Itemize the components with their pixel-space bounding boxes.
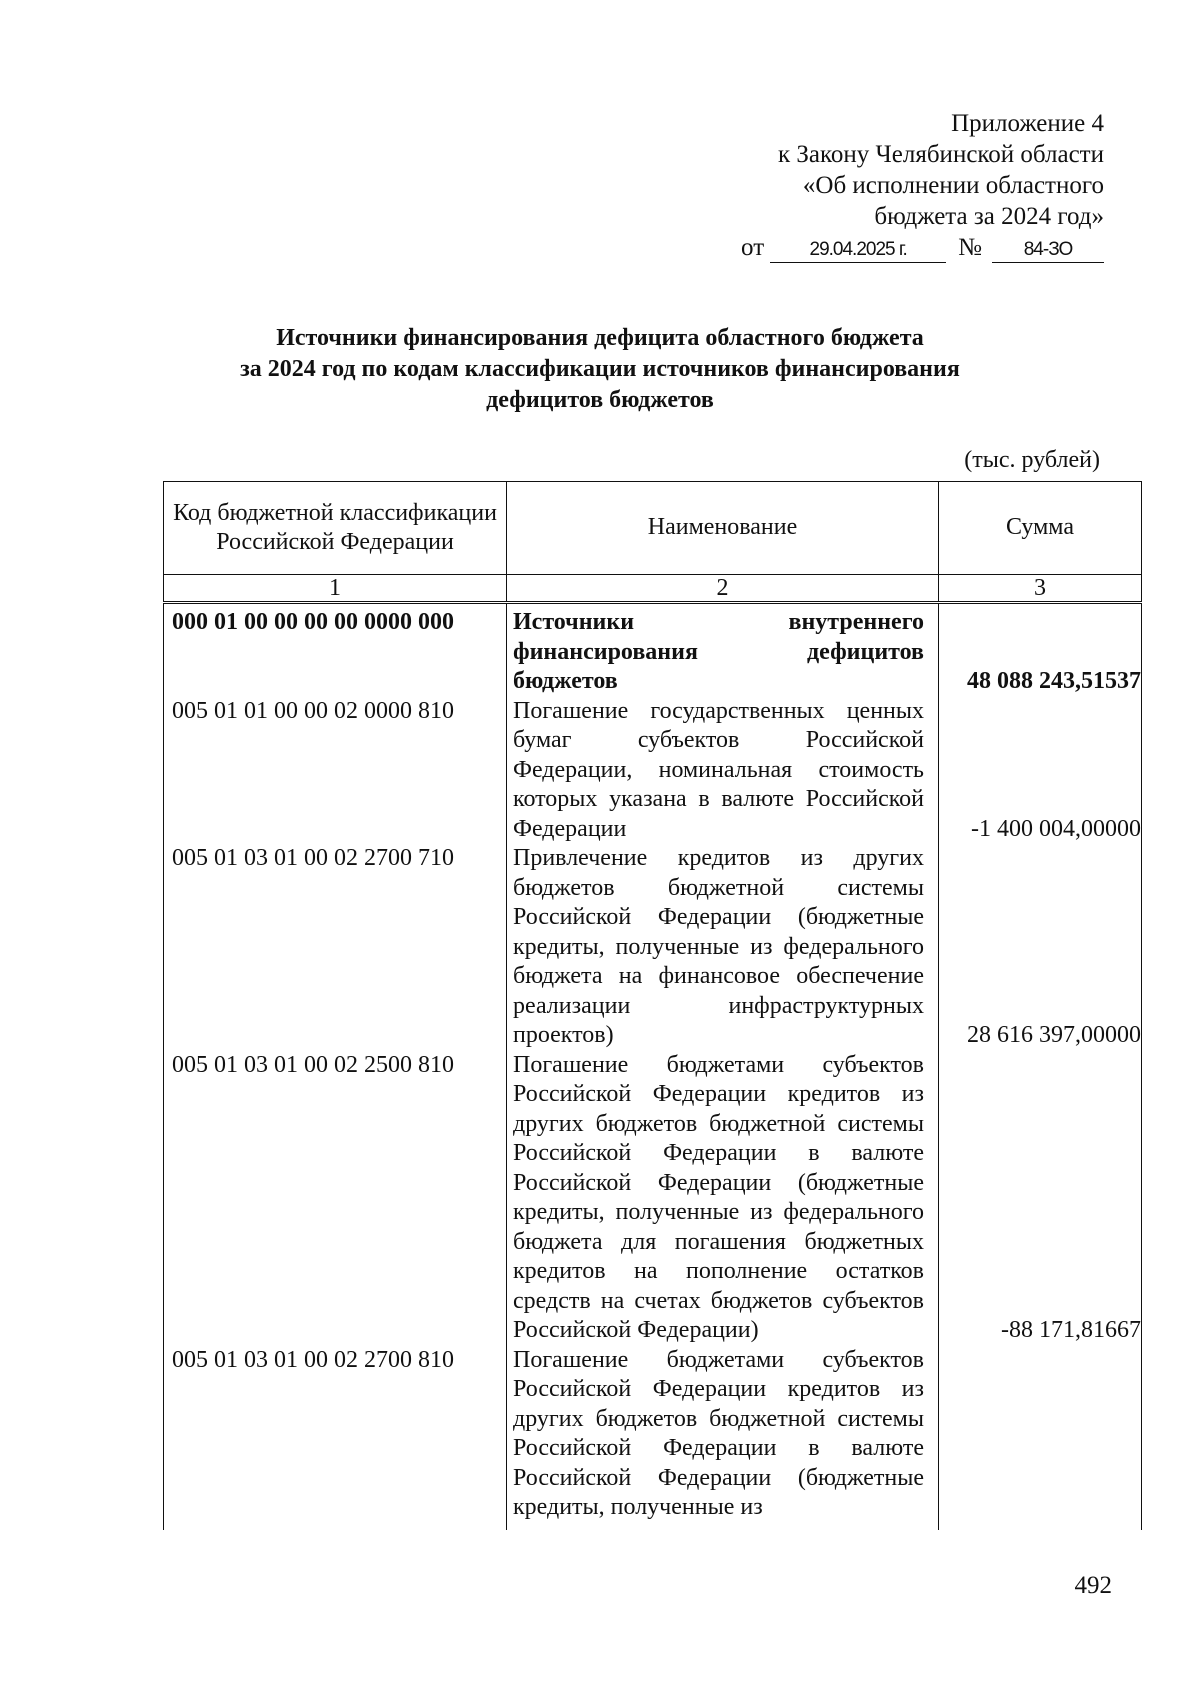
header-name: Наименование <box>507 482 939 575</box>
table-row <box>164 1346 1142 1530</box>
title-line-3: дефицитов бюджетов <box>486 387 714 413</box>
header-code: Код бюджетной классификации Российской Федерации <box>164 482 507 575</box>
column-number-row <box>164 575 1142 603</box>
appendix-header <box>684 108 1104 263</box>
appendix-line-2: к Закону Челябинской области <box>778 141 1104 168</box>
appendix-line-1: Приложение 4 <box>951 110 1104 137</box>
row-name: Погашение бюджетами субъектов Российской Федерации кредитов из других бюджетов бюджетной системы Российской Федерации в валюте Российской Федерации (бюджетные кредиты, полученные из <box>507 1346 939 1530</box>
title-line-1: Источники финансирования дефицита областного бюджета <box>276 325 924 351</box>
table-row <box>164 603 1142 697</box>
number-prefix: № <box>958 234 982 261</box>
row-sum <box>939 1346 1142 1530</box>
row-code: 005 01 03 01 00 02 2700 810 <box>164 1346 507 1530</box>
units-label: (тыс. рублей) <box>964 447 1100 473</box>
sources-table <box>163 481 1142 1530</box>
row-sum: -1 400 004,00000 <box>939 697 1142 845</box>
table-header-row <box>164 482 1142 575</box>
law-number: 84-ЗО <box>992 238 1104 263</box>
appendix-line-4: бюджета за 2024 год» <box>874 203 1104 230</box>
law-date-number <box>684 232 1104 263</box>
date-prefix: от <box>741 234 765 261</box>
row-sum: 28 616 397,00000 <box>939 844 1142 1051</box>
row-sum: -88 171,81667 <box>939 1051 1142 1346</box>
column-number: 2 <box>507 575 939 603</box>
appendix-line-3: «Об исполнении областного <box>802 172 1104 199</box>
table-row <box>164 697 1142 845</box>
table-row <box>164 1051 1142 1346</box>
header-sum: Сумма <box>939 482 1142 575</box>
row-name: Источники внутреннего финансирования дефицитов бюджетов <box>507 603 939 697</box>
document-title <box>150 323 1050 416</box>
table-row <box>164 844 1142 1051</box>
row-name: Погашение бюджетами субъектов Российской Федерации кредитов из других бюджетов бюджетной системы Российской Федерации в валюте Российской Федерации (бюджетные кредиты, полученные из федерального бюджета для погашения бюджетных кредитов на пополнение остатков средств на счетах бюджетов субъектов Российской Федерации) <box>507 1051 939 1346</box>
row-sum: 48 088 243,51537 <box>939 603 1142 697</box>
column-number: 3 <box>939 575 1142 603</box>
law-date: 29.04.2025 г. <box>770 238 946 263</box>
column-number: 1 <box>164 575 507 603</box>
title-line-2: за 2024 год по кодам классификации источников финансирования <box>240 356 960 382</box>
row-code: 005 01 03 01 00 02 2700 710 <box>164 844 507 1051</box>
page-number: 492 <box>1074 1572 1112 1599</box>
row-name: Привлечение кредитов из других бюджетов бюджетной системы Российской Федерации (бюджетные кредиты, полученные из федерального бюджета на финансовое обеспечение реализации инфраструктурных проектов) <box>507 844 939 1051</box>
row-code: 005 01 03 01 00 02 2500 810 <box>164 1051 507 1346</box>
row-code: 000 01 00 00 00 00 0000 000 <box>164 603 507 697</box>
row-code: 005 01 01 00 00 02 0000 810 <box>164 697 507 845</box>
row-name: Погашение государственных ценных бумаг субъектов Российской Федерации, номинальная стоимость которых указана в валюте Российской Федерации <box>507 697 939 845</box>
